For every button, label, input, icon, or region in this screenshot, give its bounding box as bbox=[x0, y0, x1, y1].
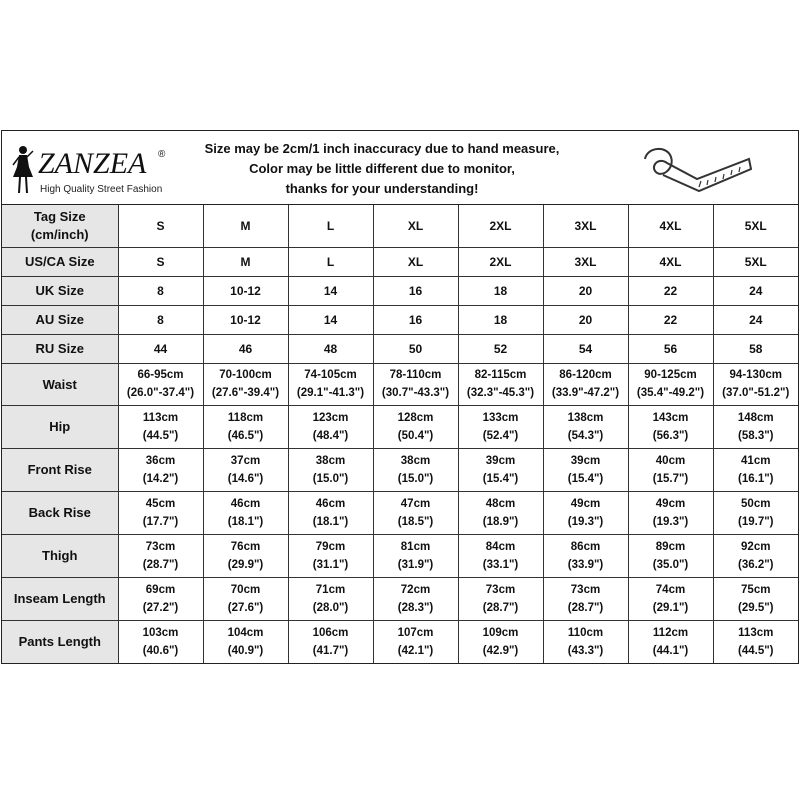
inch-value: (52.4") bbox=[482, 429, 519, 442]
measurement-cell bbox=[373, 620, 458, 663]
row-label: US/CA Size bbox=[2, 247, 118, 276]
cm-value: 73cm bbox=[145, 540, 176, 553]
size-cell: 20 bbox=[543, 276, 628, 305]
size-cell: 4XL bbox=[628, 205, 713, 247]
cm-value: 90-125cm bbox=[644, 369, 697, 381]
inch-value: (28.0") bbox=[312, 601, 349, 614]
inch-value: (18.5") bbox=[397, 515, 434, 528]
tag-size-label: Tag Size bbox=[33, 208, 86, 224]
measurement-row bbox=[2, 363, 798, 405]
cm-value: 71cm bbox=[315, 583, 346, 596]
inch-value: (18.1") bbox=[227, 515, 264, 528]
size-cell: 5XL bbox=[713, 205, 798, 247]
size-cell: 16 bbox=[373, 276, 458, 305]
size-row bbox=[2, 276, 798, 305]
measurement-cell bbox=[628, 363, 713, 405]
measurement-cell bbox=[713, 405, 798, 448]
size-row bbox=[2, 247, 798, 276]
measurement-cell bbox=[713, 534, 798, 577]
size-cell: 22 bbox=[628, 305, 713, 334]
measurement-cell bbox=[203, 534, 288, 577]
cm-value: 38cm bbox=[315, 454, 346, 467]
cm-value: 48cm bbox=[485, 497, 516, 510]
cm-value: 41cm bbox=[741, 454, 771, 467]
cm-value: 70-100cm bbox=[219, 369, 272, 381]
cm-value: 84cm bbox=[485, 540, 516, 553]
inch-value: (14.2") bbox=[142, 472, 179, 485]
inch-value: (31.1") bbox=[312, 558, 349, 571]
cm-value: 138cm bbox=[567, 411, 604, 424]
chart-header bbox=[2, 131, 798, 205]
row-label: Hip bbox=[2, 405, 118, 448]
size-cell: 2XL bbox=[458, 205, 543, 247]
cm-value: 40cm bbox=[655, 454, 686, 467]
cm-value: 128cm bbox=[397, 411, 434, 424]
row-label: Thigh bbox=[2, 534, 118, 577]
cm-value: 89cm bbox=[655, 540, 686, 553]
size-cell: L bbox=[288, 247, 373, 276]
inch-value: (27.6") bbox=[227, 601, 264, 614]
measurement-cell bbox=[458, 577, 543, 620]
size-cell: 20 bbox=[543, 305, 628, 334]
cm-value: 79cm bbox=[315, 540, 346, 553]
measurement-cell bbox=[458, 405, 543, 448]
cm-value: 86-120cm bbox=[559, 369, 612, 381]
measurement-row bbox=[2, 491, 798, 534]
cm-value: 118cm bbox=[227, 411, 264, 424]
inch-value: (15.7") bbox=[652, 472, 689, 485]
notice-line: Color may be little different due to monitor, bbox=[249, 161, 515, 176]
measurement-cell bbox=[628, 491, 713, 534]
row-label: Front Rise bbox=[2, 448, 118, 491]
inch-value: (56.3") bbox=[652, 429, 689, 442]
brand-tagline: High Quality Street Fashion bbox=[40, 184, 163, 195]
inch-value: (44.5") bbox=[142, 429, 179, 442]
inch-value: (44.5") bbox=[738, 644, 774, 657]
measurement-cell bbox=[118, 491, 203, 534]
measurement-cell bbox=[288, 534, 373, 577]
cm-value: 110cm bbox=[567, 626, 604, 639]
cm-value: 50cm bbox=[741, 497, 771, 510]
inch-value: (36.2") bbox=[738, 558, 774, 571]
measurement-cell bbox=[118, 363, 203, 405]
size-cell: 18 bbox=[458, 305, 543, 334]
size-cell: 8 bbox=[118, 276, 203, 305]
inch-value: (42.1") bbox=[397, 644, 434, 657]
cm-value: 47cm bbox=[400, 497, 431, 510]
cm-value: 49cm bbox=[570, 497, 601, 510]
size-cell: 10-12 bbox=[203, 276, 288, 305]
size-row bbox=[2, 334, 798, 363]
size-cell: 3XL bbox=[543, 247, 628, 276]
inch-value: (33.9") bbox=[567, 558, 604, 571]
size-cell: 46 bbox=[203, 334, 288, 363]
size-cell: 56 bbox=[628, 334, 713, 363]
cm-value: 81cm bbox=[400, 540, 431, 553]
measurement-cell bbox=[203, 620, 288, 663]
cm-value: 112cm bbox=[652, 626, 689, 639]
inch-value: (29.5") bbox=[738, 601, 774, 614]
cm-value: 72cm bbox=[400, 583, 431, 596]
cm-value: 66-95cm bbox=[137, 369, 184, 381]
size-cell: 14 bbox=[288, 276, 373, 305]
size-cell: 24 bbox=[713, 305, 798, 334]
inch-value: (28.7") bbox=[567, 601, 604, 614]
inch-value: (50.4") bbox=[397, 429, 434, 442]
inch-value: (30.7"-43.3") bbox=[381, 387, 450, 399]
cm-value: 39cm bbox=[570, 454, 601, 467]
cm-value: 113cm bbox=[738, 626, 774, 639]
cm-value: 82-115cm bbox=[474, 369, 527, 381]
size-cell: S bbox=[118, 247, 203, 276]
cm-value: 123cm bbox=[312, 411, 349, 424]
tag-size-row bbox=[2, 205, 798, 247]
measurement-cell bbox=[543, 363, 628, 405]
inch-value: (41.7") bbox=[312, 644, 349, 657]
cm-value: 49cm bbox=[655, 497, 686, 510]
inch-value: (27.2") bbox=[142, 601, 179, 614]
measurement-cell bbox=[713, 491, 798, 534]
measurement-cell bbox=[118, 405, 203, 448]
inch-value: (17.7") bbox=[142, 515, 179, 528]
inch-value: (15.4") bbox=[482, 472, 519, 485]
inch-value: (48.4") bbox=[312, 429, 349, 442]
inch-value: (40.6") bbox=[142, 644, 179, 657]
inch-value: (29.1"-41.3") bbox=[296, 387, 365, 399]
measurement-cell bbox=[373, 534, 458, 577]
inch-value: (35.4"-49.2") bbox=[636, 387, 705, 399]
measurement-cell bbox=[458, 620, 543, 663]
inch-value: (37.0"-51.2") bbox=[722, 387, 790, 399]
cm-value: 39cm bbox=[485, 454, 516, 467]
size-cell: 5XL bbox=[713, 247, 798, 276]
inch-value: (33.9"-47.2") bbox=[551, 387, 620, 399]
size-cell: 50 bbox=[373, 334, 458, 363]
cm-value: 133cm bbox=[482, 411, 519, 424]
cm-value: 143cm bbox=[652, 411, 689, 424]
row-label: AU Size bbox=[2, 305, 118, 334]
cm-value: 107cm bbox=[397, 626, 434, 639]
measurement-cell bbox=[118, 534, 203, 577]
measurement-cell bbox=[288, 577, 373, 620]
size-cell: L bbox=[288, 205, 373, 247]
inch-value: (19.3") bbox=[652, 515, 689, 528]
cm-value: 148cm bbox=[737, 411, 774, 424]
cm-value: 70cm bbox=[230, 583, 261, 596]
size-row bbox=[2, 305, 798, 334]
cm-value: 104cm bbox=[227, 626, 264, 639]
row-label: Pants Length bbox=[2, 620, 118, 663]
size-cell: M bbox=[203, 205, 288, 247]
measurement-cell bbox=[288, 405, 373, 448]
measurement-cell bbox=[203, 405, 288, 448]
inch-value: (16.1") bbox=[738, 472, 774, 485]
row-label: Inseam Length bbox=[2, 577, 118, 620]
measurement-cell bbox=[458, 363, 543, 405]
inch-value: (27.6"-39.4") bbox=[211, 387, 280, 399]
size-cell: S bbox=[118, 205, 203, 247]
size-cell: XL bbox=[373, 205, 458, 247]
measurement-cell bbox=[203, 448, 288, 491]
measuring-tape-icon bbox=[637, 139, 757, 199]
row-label: RU Size bbox=[2, 334, 118, 363]
measurement-row bbox=[2, 405, 798, 448]
inch-value: (31.9") bbox=[397, 558, 434, 571]
size-cell: 3XL bbox=[543, 205, 628, 247]
cm-value: 103cm bbox=[142, 626, 179, 639]
inch-value: (54.3") bbox=[567, 429, 604, 442]
measurement-cell bbox=[373, 491, 458, 534]
measurement-row bbox=[2, 534, 798, 577]
cm-value: 109cm bbox=[482, 626, 519, 639]
size-cell: 22 bbox=[628, 276, 713, 305]
measurement-row bbox=[2, 577, 798, 620]
measurement-cell bbox=[373, 448, 458, 491]
measurement-cell bbox=[628, 405, 713, 448]
size-cell: 44 bbox=[118, 334, 203, 363]
size-cell: 52 bbox=[458, 334, 543, 363]
cm-value: 106cm bbox=[312, 626, 349, 639]
notice-line: thanks for your understanding! bbox=[285, 181, 479, 196]
measurement-cell bbox=[628, 534, 713, 577]
measurement-cell bbox=[713, 448, 798, 491]
size-cell: 8 bbox=[118, 305, 203, 334]
inch-value: (33.1") bbox=[482, 558, 519, 571]
inch-value: (44.1") bbox=[652, 644, 689, 657]
size-cell: 10-12 bbox=[203, 305, 288, 334]
inch-value: (29.9") bbox=[227, 558, 264, 571]
inch-value: (15.0") bbox=[312, 472, 349, 485]
measurement-cell bbox=[288, 491, 373, 534]
cm-value: 92cm bbox=[741, 540, 771, 553]
measurement-row bbox=[2, 620, 798, 663]
size-table bbox=[2, 205, 798, 663]
size-cell: 18 bbox=[458, 276, 543, 305]
inch-value: (29.1") bbox=[652, 601, 689, 614]
measurement-cell bbox=[118, 577, 203, 620]
cm-value: 36cm bbox=[145, 454, 176, 467]
inch-value: (18.1") bbox=[312, 515, 349, 528]
size-chart bbox=[1, 130, 799, 664]
measurement-row bbox=[2, 448, 798, 491]
inch-value: (42.9") bbox=[482, 644, 519, 657]
brand-logo bbox=[8, 137, 168, 197]
measurement-cell bbox=[203, 491, 288, 534]
tag-size-unit: (cm/inch) bbox=[30, 226, 89, 242]
measurement-cell bbox=[373, 577, 458, 620]
cm-value: 45cm bbox=[145, 497, 176, 510]
size-cell: 48 bbox=[288, 334, 373, 363]
inch-value: (19.7") bbox=[738, 515, 774, 528]
inch-value: (28.7") bbox=[142, 558, 179, 571]
measurement-cell bbox=[118, 448, 203, 491]
woman-silhouette-icon bbox=[10, 145, 36, 195]
measurement-cell bbox=[203, 363, 288, 405]
size-cell: M bbox=[203, 247, 288, 276]
cm-value: 75cm bbox=[741, 583, 771, 596]
measurement-cell bbox=[373, 405, 458, 448]
size-cell: 2XL bbox=[458, 247, 543, 276]
cm-value: 74cm bbox=[655, 583, 686, 596]
inch-value: (35.0") bbox=[652, 558, 689, 571]
row-label: Waist bbox=[2, 363, 118, 405]
inch-value: (32.3"-45.3") bbox=[466, 387, 535, 399]
cm-value: 94-130cm bbox=[729, 369, 782, 381]
measurement-cell bbox=[288, 620, 373, 663]
cm-value: 78-110cm bbox=[389, 369, 442, 381]
inch-value: (46.5") bbox=[227, 429, 264, 442]
measurement-cell bbox=[628, 577, 713, 620]
size-cell: 4XL bbox=[628, 247, 713, 276]
size-cell: 14 bbox=[288, 305, 373, 334]
row-label bbox=[2, 205, 118, 247]
measurement-cell bbox=[713, 577, 798, 620]
measurement-cell bbox=[543, 405, 628, 448]
inch-value: (40.9") bbox=[227, 644, 264, 657]
cm-value: 46cm bbox=[315, 497, 346, 510]
size-cell: 54 bbox=[543, 334, 628, 363]
cm-value: 74-105cm bbox=[304, 369, 357, 381]
inch-value: (15.0") bbox=[397, 472, 434, 485]
inch-value: (19.3") bbox=[567, 515, 604, 528]
cm-value: 113cm bbox=[142, 411, 179, 424]
inch-value: (18.9") bbox=[482, 515, 519, 528]
measurement-cell bbox=[543, 620, 628, 663]
measurement-cell bbox=[713, 363, 798, 405]
cm-value: 38cm bbox=[400, 454, 431, 467]
registered-mark: ® bbox=[158, 149, 166, 160]
measurement-notice bbox=[182, 139, 582, 199]
measurement-cell bbox=[543, 448, 628, 491]
inch-value: (26.0"-37.4") bbox=[126, 387, 195, 399]
measurement-cell bbox=[203, 577, 288, 620]
cm-value: 46cm bbox=[230, 497, 261, 510]
measurement-cell bbox=[288, 363, 373, 405]
inch-value: (43.3") bbox=[567, 644, 604, 657]
cm-value: 73cm bbox=[570, 583, 601, 596]
measurement-cell bbox=[543, 534, 628, 577]
measurement-cell bbox=[543, 577, 628, 620]
measurement-cell bbox=[628, 448, 713, 491]
cm-value: 37cm bbox=[230, 454, 261, 467]
measurement-cell bbox=[458, 534, 543, 577]
cm-value: 86cm bbox=[570, 540, 601, 553]
row-label: Back Rise bbox=[2, 491, 118, 534]
inch-value: (28.7") bbox=[482, 601, 519, 614]
cm-value: 73cm bbox=[485, 583, 516, 596]
measurement-cell bbox=[713, 620, 798, 663]
measurement-cell bbox=[373, 363, 458, 405]
notice-line: Size may be 2cm/1 inch inaccuracy due to hand measure, bbox=[204, 141, 560, 156]
cm-value: 69cm bbox=[145, 583, 176, 596]
inch-value: (15.4") bbox=[567, 472, 604, 485]
inch-value: (28.3") bbox=[397, 601, 434, 614]
measurement-cell bbox=[458, 448, 543, 491]
inch-value: (14.6") bbox=[227, 472, 264, 485]
size-cell: XL bbox=[373, 247, 458, 276]
size-cell: 58 bbox=[713, 334, 798, 363]
size-cell: 16 bbox=[373, 305, 458, 334]
measurement-cell bbox=[118, 620, 203, 663]
measurement-cell bbox=[288, 448, 373, 491]
measurement-cell bbox=[543, 491, 628, 534]
cm-value: 76cm bbox=[230, 540, 261, 553]
brand-name: ZANZEA bbox=[38, 147, 147, 180]
measurement-cell bbox=[458, 491, 543, 534]
inch-value: (58.3") bbox=[738, 429, 774, 442]
measurement-cell bbox=[628, 620, 713, 663]
row-label: UK Size bbox=[2, 276, 118, 305]
size-cell: 24 bbox=[713, 276, 798, 305]
